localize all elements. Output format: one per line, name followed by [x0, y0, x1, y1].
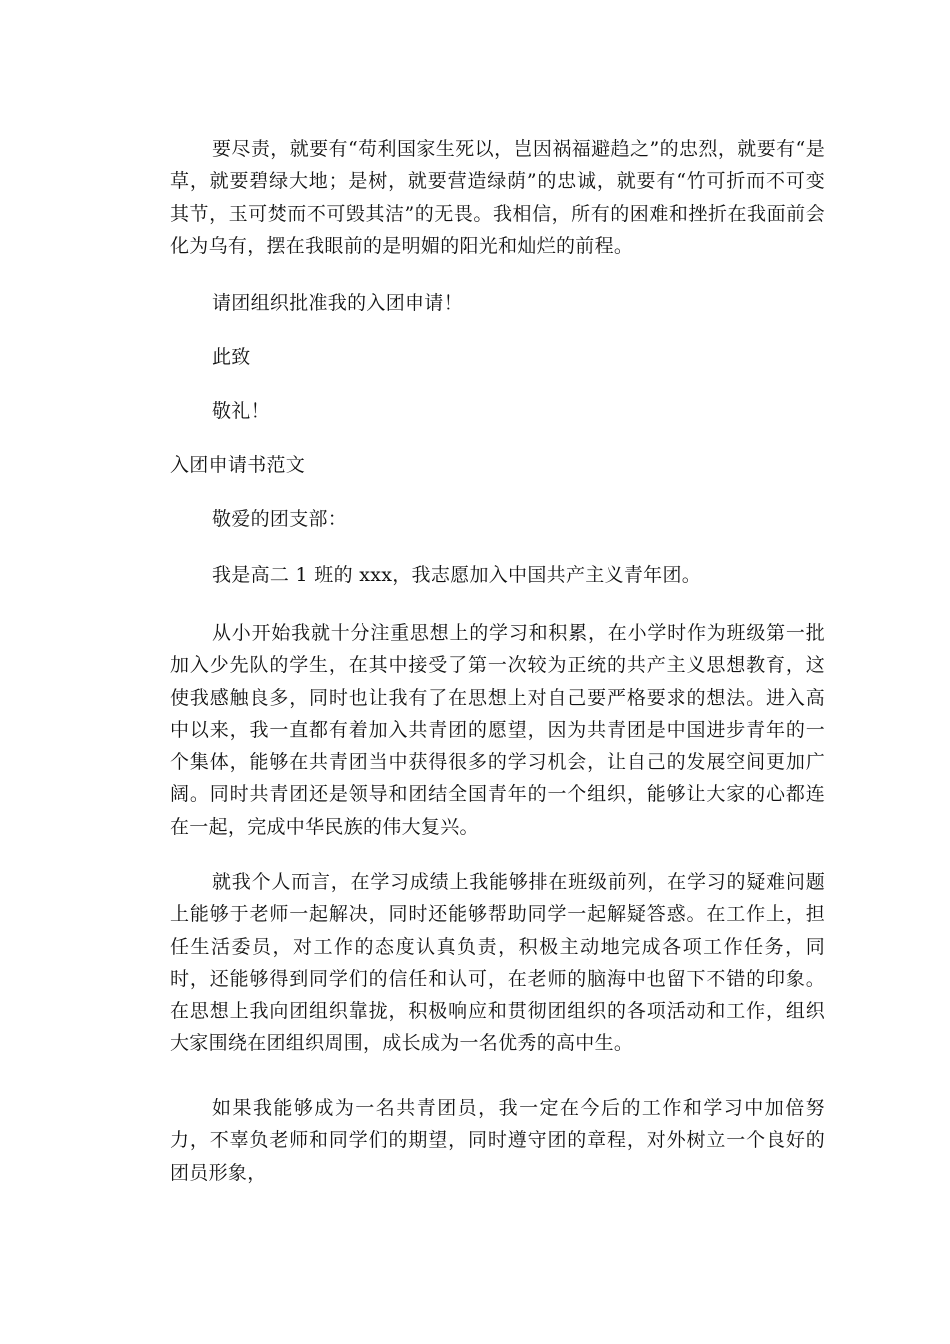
- paragraph-greeting: 敬爱的团支部：: [212, 508, 348, 530]
- paragraph-commitment: 如果我能够成为一名共青团员，我一定在今后的工作和学习中加倍努力，不辜负老师和同学们的期望，同时遵守团的章程，对外树立一个良好的团员形象，: [170, 1097, 825, 1184]
- paragraph-request-approval: 请团组织批准我的入团申请！: [212, 292, 463, 314]
- section-title: 入团申请书范文: [170, 454, 306, 476]
- paragraph-duty: 要尽责，就要有“苟利国家生死以，岂因祸福避趋之”的忠烈，就要有“是草，就要碧绿大地；是树，就要营造绿荫”的忠诚，就要有“竹可折而不可变其节，玉可焚而不可毁其洁”的无畏。我相信，所有的困难和挫折在我面前会化为乌有，摆在我眼前的是明媚的阳光和灿烂的前程。: [170, 138, 825, 257]
- paragraph-regards: 敬礼！: [212, 400, 270, 422]
- paragraph-salutation: 此致: [212, 346, 251, 368]
- paragraph-personal: 就我个人而言，在学习成绩上我能够排在班级前列，在学习的疑难问题上能够于老师一起解决，同时还能够帮助同学一起解疑答惑。在工作上，担任生活委员，对工作的态度认真负责，积极主动地完成各项工作任务，同时，还能够得到同学们的信任和认可，在老师的脑海中也留下不错的印象。在思想上我向团组织靠拢，积极响应和贯彻团组织的各项活动和工作，组织大家围绕在团组织周围，成长成为一名优秀的高中生。: [170, 871, 825, 1055]
- paragraph-intro: 我是高二 1 班的 xxx，我志愿加入中国共产主义青年团。: [212, 564, 702, 586]
- paragraph-background: 从小开始我就十分注重思想上的学习和积累，在小学时作为班级第一批加入少先队的学生，在其中接受了第一次较为正统的共产主义思想教育，这使我感触良多，同时也让我有了在思想上对自己要严格要求的想法。进入高中以来，我一直都有着加入共青团的愿望，因为共青团是中国进步青年的一个集体，能够在共青团当中获得很多的学习机会，让自己的发展空间更加广阔。同时共青团还是领导和团结全国青年的一个组织，能够让大家的心都连在一起，完成中华民族的伟大复兴。: [170, 622, 825, 838]
